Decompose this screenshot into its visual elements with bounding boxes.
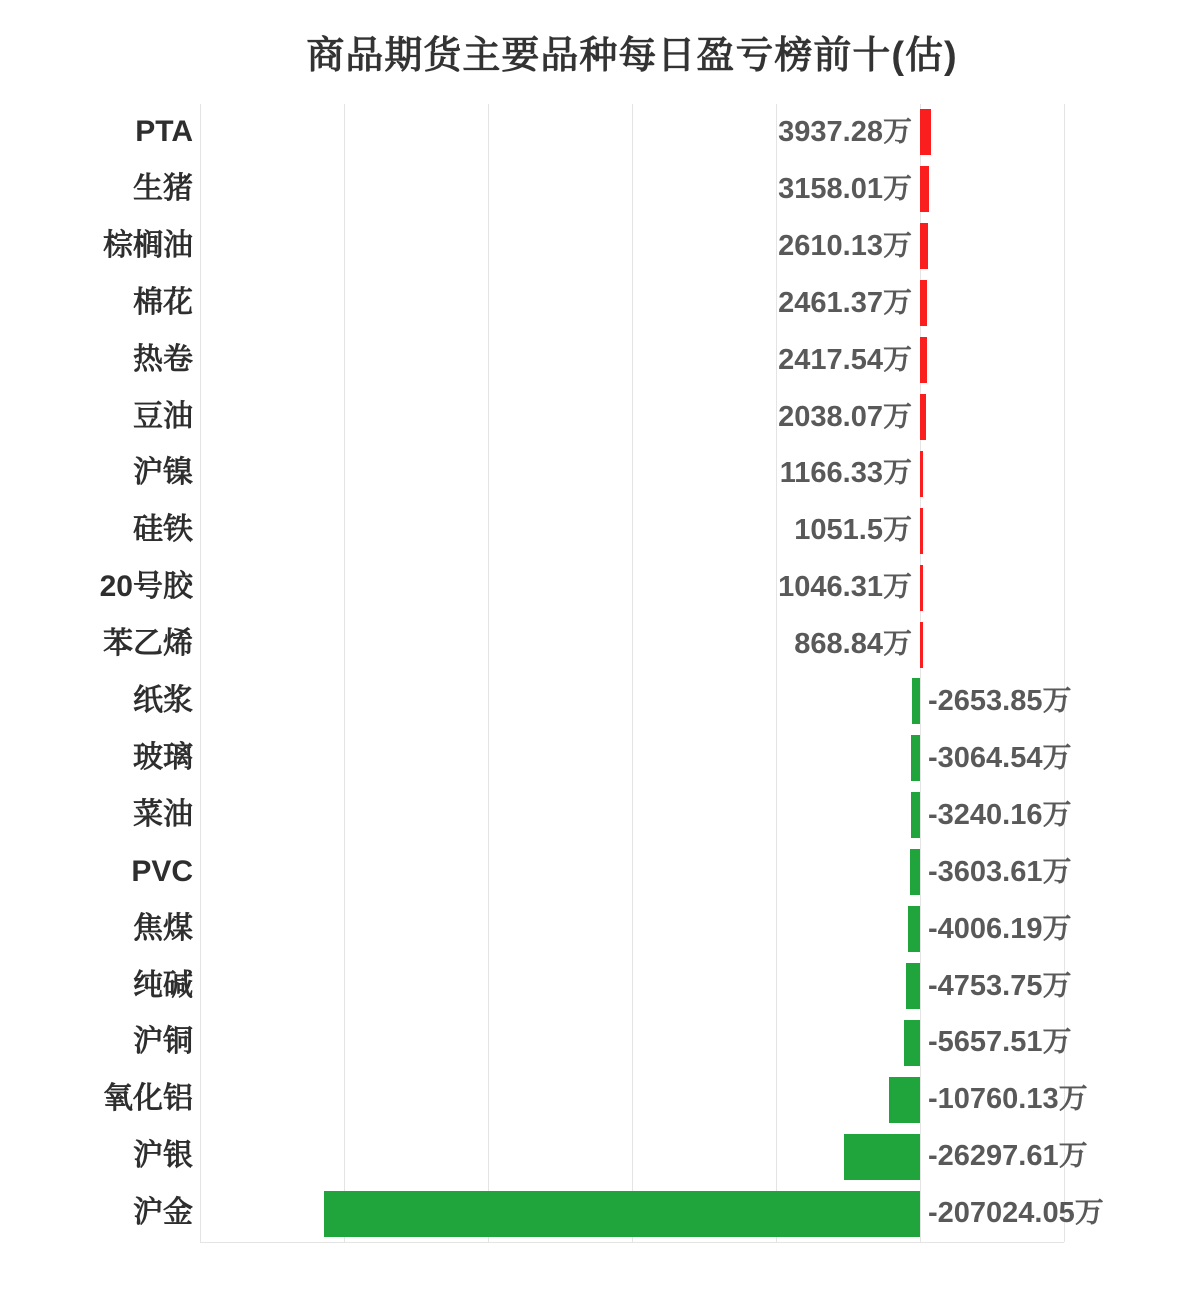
value-label: 2417.54万 — [778, 343, 912, 376]
value-label: 868.84万 — [794, 628, 912, 661]
category-label: 菜油 — [133, 797, 193, 831]
category-label: 沪银 — [133, 1139, 193, 1173]
category-label: 焦煤 — [133, 911, 193, 945]
category-label: 纸浆 — [133, 684, 193, 717]
category-label: 苯乙烯 — [103, 627, 193, 661]
category-label: 热卷 — [133, 342, 193, 376]
value-label: 3937.28万 — [778, 116, 912, 148]
category-label: 氧化铝 — [103, 1082, 193, 1116]
bar-positive — [920, 337, 927, 383]
value-label: -5657.51万 — [928, 1026, 1072, 1059]
bar-positive — [920, 109, 931, 155]
value-label: 1166.33万 — [779, 457, 912, 490]
value-label: -3064.54万 — [928, 741, 1072, 774]
category-label: 沪镍 — [133, 456, 193, 490]
value-label: 1046.31万 — [778, 571, 912, 604]
value-label: 2610.13万 — [778, 229, 912, 262]
bar-negative — [912, 678, 920, 724]
bar-negative — [908, 906, 920, 952]
value-label: 1051.5万 — [794, 514, 912, 547]
bar-negative — [904, 1020, 920, 1066]
category-label: 20号胶 — [99, 570, 193, 604]
bar-negative — [910, 849, 920, 895]
category-label: PVC — [131, 854, 193, 888]
bar-negative — [844, 1134, 920, 1180]
category-label: 生猪 — [133, 171, 193, 205]
category-label: 沪铜 — [133, 1025, 193, 1059]
value-label: -26297.61万 — [928, 1140, 1088, 1173]
category-label: 豆油 — [133, 399, 193, 433]
category-label: 硅铁 — [133, 513, 193, 547]
category-label: 纯碱 — [133, 968, 193, 1002]
bar-positive — [920, 508, 923, 554]
bar-positive — [920, 223, 928, 269]
value-label: -2653.85万 — [928, 685, 1072, 717]
bar-positive — [920, 280, 927, 326]
category-label: 棉花 — [133, 285, 193, 319]
bar-negative — [324, 1191, 920, 1237]
value-label: -207024.05万 — [928, 1197, 1104, 1230]
bar-positive — [920, 166, 929, 212]
bar-positive — [920, 622, 923, 668]
value-label: 2461.37万 — [778, 286, 912, 319]
value-label: 3158.01万 — [778, 172, 912, 205]
category-label: 玻璃 — [133, 740, 193, 774]
value-label: -10760.13万 — [928, 1083, 1088, 1116]
value-label: -4006.19万 — [928, 912, 1072, 945]
value-label: -3240.16万 — [928, 798, 1072, 831]
value-label: -3603.61万 — [928, 855, 1072, 888]
bar-negative — [906, 963, 920, 1009]
bar-positive — [920, 451, 923, 497]
gridline — [920, 104, 921, 1242]
bar-positive — [920, 565, 923, 611]
value-label: -4753.75万 — [928, 969, 1072, 1002]
category-label: PTA — [135, 115, 193, 148]
chart-title: 商品期货主要品种每日盈亏榜前十(估) — [306, 35, 958, 77]
category-label: 沪金 — [133, 1196, 193, 1230]
bar-positive — [920, 394, 926, 440]
bar-negative — [911, 735, 920, 781]
bar-negative — [911, 792, 920, 838]
category-label: 棕榈油 — [103, 228, 193, 262]
x-axis-line — [200, 1242, 1064, 1243]
bar-negative — [889, 1077, 920, 1123]
value-label: 2038.07万 — [778, 400, 912, 433]
